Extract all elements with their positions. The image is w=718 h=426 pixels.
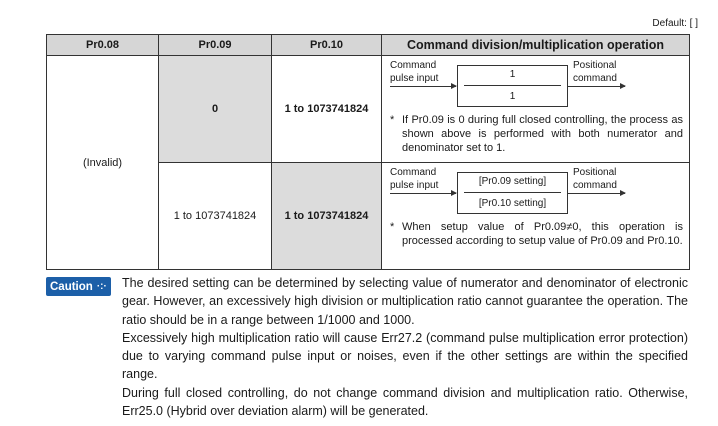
row1-pr009: 0	[159, 56, 272, 163]
ratio-diagram	[390, 166, 683, 218]
header-operation: Command division/multiplication operation	[382, 35, 690, 56]
command-pulse-input-label: Command pulse input	[390, 60, 439, 84]
positional-command-label: Positional command	[573, 60, 617, 84]
row2-pr009: 1 to 1073741824	[159, 163, 272, 270]
denominator: 1	[509, 91, 516, 102]
row2-note	[390, 220, 683, 248]
row2-note-text: When setup value of Pr0.09≠0, this operation is processed according to setup value of Pr0.09 and Pr0.10.	[402, 221, 683, 247]
row1-pr010: 1 to 1073741824	[272, 56, 382, 163]
input-arrow-icon	[390, 193, 456, 194]
numerator: 1	[509, 69, 516, 80]
caution-label: Caution	[50, 280, 93, 293]
caution-badge	[46, 277, 111, 296]
table-row	[47, 56, 690, 163]
ratio-box	[457, 65, 568, 107]
header-pr008: Pr0.08	[47, 35, 159, 56]
pr008-value: (Invalid)	[47, 56, 159, 270]
parameter-table	[46, 34, 690, 270]
positional-command-label: Positional command	[573, 167, 617, 191]
output-arrow-icon	[567, 86, 625, 87]
default-label: Default: [ ]	[652, 18, 698, 29]
ratio-diagram	[390, 59, 683, 111]
caution-paragraph: The desired setting can be determined by selecting value of numerator and denominator of electronic gear. However, an excessively high division or multiplication ratio cannot guarantee the operation. The ratio should be in a range between 1/1000 and 1000.	[122, 276, 688, 327]
fraction-bar	[464, 85, 561, 86]
ratio-box	[457, 172, 568, 214]
fraction-bar	[464, 192, 561, 193]
caution-paragraph: Excessively high multiplication ratio will cause Err27.2 (command pulse multiplication error protection) due to varying command pulse input or noises, even if the other settings are within the specified range.	[122, 330, 688, 382]
input-arrow-icon	[390, 86, 456, 87]
numerator: [Pr0.09 setting]	[478, 176, 547, 187]
denominator: [Pr0.10 setting]	[478, 198, 547, 209]
output-arrow-icon	[567, 193, 625, 194]
row1-note	[390, 113, 683, 155]
header-pr010: Pr0.10	[272, 35, 382, 56]
row2-pr010: 1 to 1073741824	[272, 163, 382, 270]
row1-operation	[382, 56, 690, 163]
note-marker: *	[390, 114, 395, 126]
command-pulse-input-label: Command pulse input	[390, 167, 439, 191]
caution-text	[122, 274, 688, 420]
header-pr009: Pr0.09	[159, 35, 272, 56]
row2-operation	[382, 163, 690, 270]
table-header-row	[47, 35, 690, 56]
caution-paragraph: During full closed controlling, do not change command division and multiplication ratio. Otherwise, Err25.0 (Hybrid over deviation alarm) will be generated.	[122, 385, 688, 419]
sparkle-icon: ·:·	[96, 281, 107, 292]
row1-note-text: If Pr0.09 is 0 during full closed controlling, the process as shown above is performed with both numerator and denominator set to 1.	[402, 114, 683, 154]
note-marker: *	[390, 221, 395, 233]
